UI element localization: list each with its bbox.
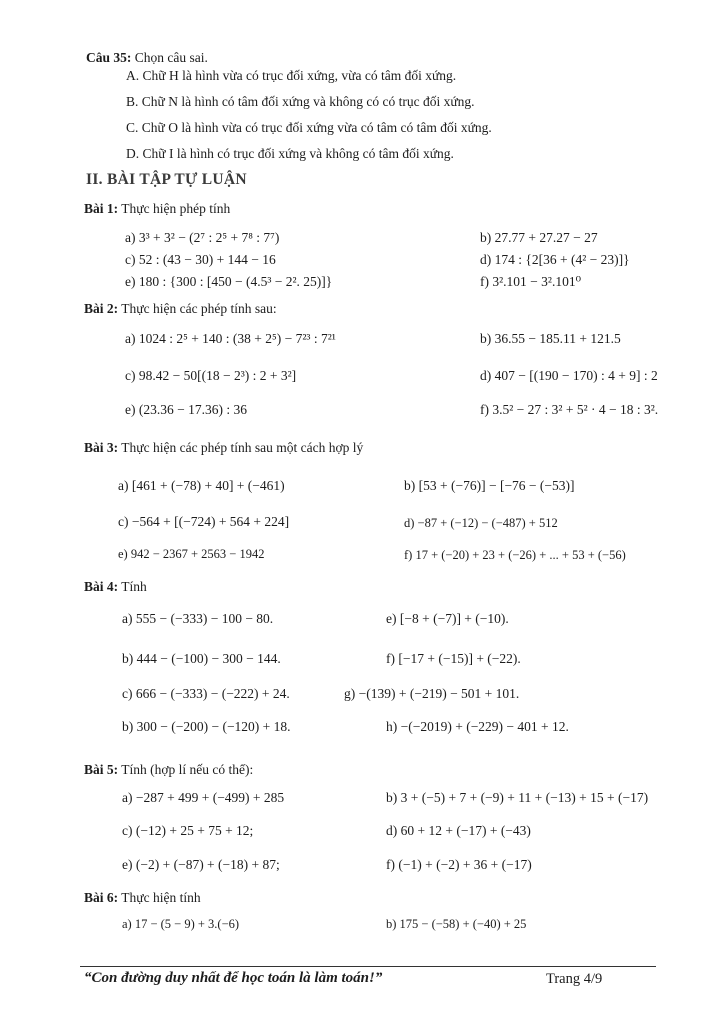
exercise-1-item: e) 180 : {300 : [450 − (4.5³ − 2². 25)]} <box>125 274 333 289</box>
exercise-5-item: f) (−1) + (−2) + 36 + (−17) <box>386 857 532 872</box>
exercise-desc: Thực hiện tính <box>121 890 201 905</box>
exercise-2-item: b) 36.55 − 185.11 + 121.5 <box>480 331 621 346</box>
exercise-4-item: g) −(139) + (−219) − 501 + 101. <box>344 686 520 701</box>
exercise-2-item: d) 407 − [(190 − 170) : 4 + 9] : 2 <box>480 368 658 383</box>
exercise-2-item: a) 1024 : 2⁵ + 140 : (38 + 2⁵) − 7²³ : 7²¹ <box>125 331 336 346</box>
exercise-4-item: e) [−8 + (−7)] + (−10). <box>386 611 509 626</box>
option-c: C. Chữ O là hình vừa có trục đối xứng vừa có tâm có tâm đối xứng. <box>126 120 492 135</box>
exercise-3-item: e) 942 − 2367 + 2563 − 1942 <box>118 547 265 561</box>
exercise-1-item: a) 3³ + 3² − (2⁷ : 2⁵ + 7⁸ : 7⁷) <box>125 230 280 245</box>
page-number: Trang 4/9 <box>546 971 603 987</box>
exercise-title: Bài 4: <box>84 579 119 594</box>
exercise-4-item: a) 555 − (−333) − 100 − 80. <box>122 611 274 626</box>
exercise-title: Bài 2: <box>84 301 119 316</box>
exercise-4-item: h) −(−2019) + (−229) − 401 + 12. <box>386 719 569 734</box>
exercise-3-header <box>84 440 363 456</box>
exercise-6-item: a) 17 − (5 − 9) + 3.(−6) <box>122 917 240 931</box>
exercise-6-item: b) 175 − (−58) + (−40) + 25 <box>386 917 527 931</box>
exercise-5-item: c) (−12) + 25 + 75 + 12; <box>122 823 254 838</box>
exercise-5-header <box>84 762 253 778</box>
exercise-title: Bài 3: <box>84 440 119 455</box>
exercise-3-item: c) −564 + [(−724) + 564 + 224] <box>118 514 290 529</box>
footer-rule <box>80 966 656 967</box>
exercise-4-item: f) [−17 + (−15)] + (−22). <box>386 651 521 666</box>
exercise-desc: Thực hiện phép tính <box>121 201 231 216</box>
exercise-title: Bài 5: <box>84 762 119 777</box>
exercise-4-item: c) 666 − (−333) − (−222) + 24. <box>122 686 290 701</box>
exercise-desc: Thực hiện các phép tính sau: <box>121 301 277 316</box>
question-35 <box>86 50 208 66</box>
exercise-3-item: f) 17 + (−20) + 23 + (−26) + ... + 53 + (−56) <box>404 548 626 562</box>
exercise-3-item: b) [53 + (−76)] − [−76 − (−53)] <box>404 478 575 493</box>
section-heading: II. BÀI TẬP TỰ LUẬN <box>86 171 247 188</box>
option-d: D. Chữ I là hình có trục đối xứng và không có tâm đối xứng. <box>126 146 454 161</box>
exercise-1-item: b) 27.77 + 27.27 − 27 <box>480 230 598 245</box>
exercise-1-item: c) 52 : (43 − 30) + 144 − 16 <box>125 252 276 267</box>
exercise-5-item: b) 3 + (−5) + 7 + (−9) + 11 + (−13) + 15 + (−17) <box>386 790 649 805</box>
exercise-2-item: f) 3.5² − 27 : 3² + 5² · 4 − 18 : 3². <box>480 402 659 417</box>
exercise-desc: Tính <box>121 579 147 594</box>
exercise-desc: Thực hiện các phép tính sau một cách hợp lý <box>121 440 364 455</box>
exercise-2-header <box>84 301 277 317</box>
exercise-3-item: a) [461 + (−78) + 40] + (−461) <box>118 478 285 493</box>
option-a: A. Chữ H là hình vừa có trục đối xứng, vừa có tâm đối xứng. <box>126 68 457 83</box>
exercise-desc: Tính (hợp lí nếu có thể): <box>121 762 254 777</box>
exercise-4-header <box>84 579 147 595</box>
exercise-1-item: f) 3².101 − 3².101⁰ <box>480 274 581 289</box>
exercise-2-item: e) (23.36 − 17.36) : 36 <box>125 402 247 417</box>
exercise-5-item: d) 60 + 12 + (−17) + (−43) <box>386 823 531 838</box>
exercise-title: Bài 6: <box>84 890 119 905</box>
exercise-1-item: d) 174 : {2[36 + (4² − 23)]} <box>480 252 630 267</box>
exercise-1-header <box>84 201 230 217</box>
exercise-5-item: a) −287 + 499 + (−499) + 285 <box>122 790 285 805</box>
exercise-5-item: e) (−2) + (−87) + (−18) + 87; <box>122 857 280 872</box>
question-prompt: Chọn câu sai. <box>134 50 208 65</box>
exercise-title: Bài 1: <box>84 201 119 216</box>
exercise-3-item: d) −87 + (−12) − (−487) + 512 <box>404 516 558 530</box>
exercise-6-header <box>84 890 201 906</box>
exercise-4-item: b) 444 − (−100) − 300 − 144. <box>122 651 281 666</box>
question-title: Câu 35: <box>86 50 132 65</box>
exercise-2-item: c) 98.42 − 50[(18 − 2³) : 2 + 3²] <box>125 368 297 383</box>
option-b: B. Chữ N là hình có tâm đối xứng và không có có trục đối xứng. <box>126 94 475 109</box>
footer-quote: “Con đường duy nhất để học toán là làm toán!” <box>84 970 383 986</box>
exercise-4-item: b) 300 − (−200) − (−120) + 18. <box>122 719 291 734</box>
